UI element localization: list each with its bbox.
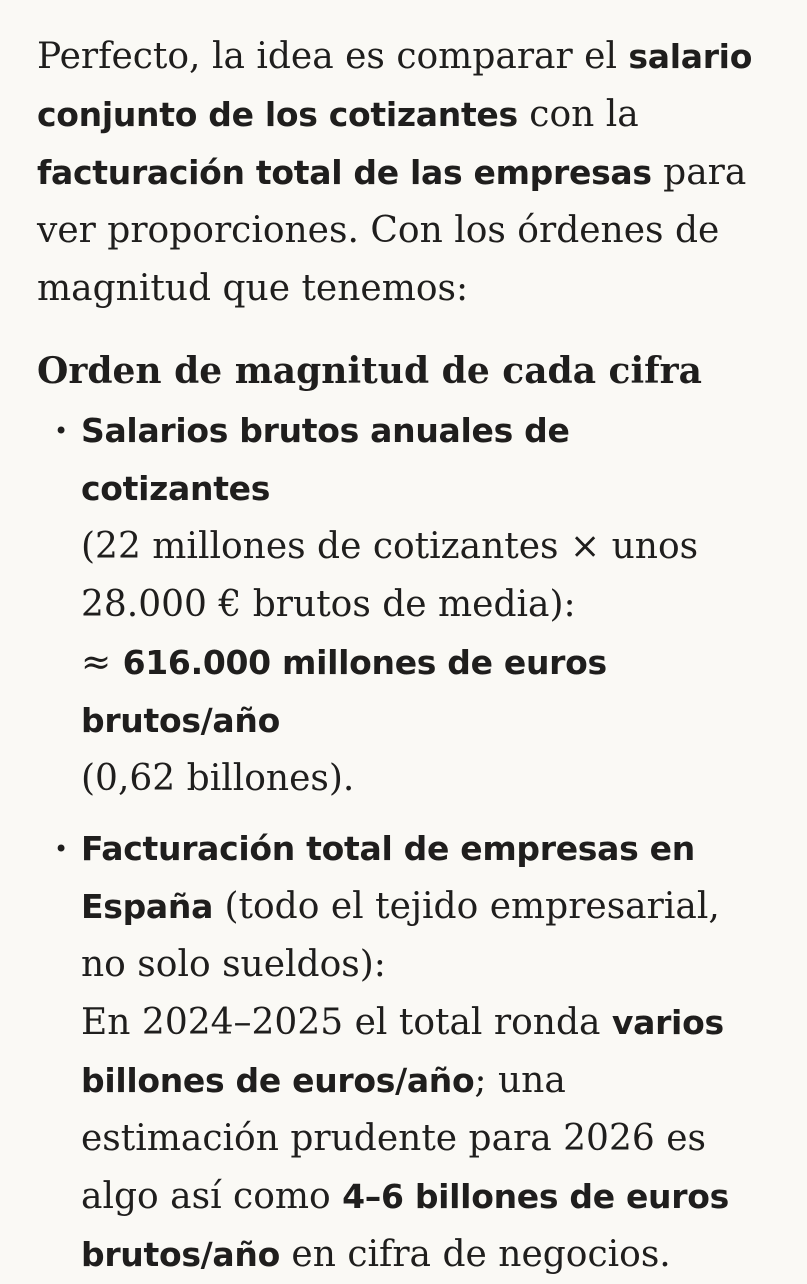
- estimate-text-2: ; una estimación prudente para 2026 es algo así como: [81, 1060, 706, 1217]
- intro-paragraph: [37, 28, 767, 318]
- item-detail: (22 millones de cotizantes × unos 28.000 € brutos de media):: [81, 526, 699, 625]
- estimate-text-1: En 2024–2025 el total ronda: [81, 1002, 612, 1043]
- item-value: 616.000 millones de euros brutos/año: [81, 643, 607, 740]
- bullet-list: [37, 402, 767, 1284]
- bullet-icon: •: [54, 835, 69, 863]
- item-title: Salarios brutos anuales de cotizantes: [81, 411, 570, 508]
- item-title: Facturación total de empresas en España: [81, 829, 695, 926]
- list-item-salaries: [37, 402, 767, 808]
- item-estimate: [81, 994, 767, 1284]
- section-heading: Orden de magnitud de cada cifra: [37, 350, 702, 392]
- approx-symbol: ≈: [81, 642, 123, 683]
- item-value-note: (0,62 billones).: [81, 758, 355, 799]
- item-heading-line: [81, 820, 767, 994]
- estimate-text-3: en cifra de negocios.: [279, 1234, 671, 1275]
- intro-bold-salary: salario conjunto de los cotizantes: [37, 37, 753, 134]
- item-value-line: [81, 634, 767, 750]
- intro-text-2: con la: [517, 94, 639, 135]
- intro-bold-revenue: facturación total de las empresas: [37, 153, 652, 192]
- estimate-bold-1: varios billones de euros/año: [81, 1003, 724, 1100]
- list-item-revenue: [37, 820, 767, 1284]
- bullet-icon: •: [54, 417, 69, 445]
- intro-text-1: Perfecto, la idea es comparar el: [37, 36, 629, 77]
- intro-text-3: para ver proporciones. Con los órdenes de magnitud que tenemos:: [37, 152, 747, 309]
- item-detail: (todo el tejido empresarial, no solo sueldos):: [81, 886, 720, 985]
- estimate-bold-2: 4–6 billones de euros brutos/año: [81, 1177, 729, 1274]
